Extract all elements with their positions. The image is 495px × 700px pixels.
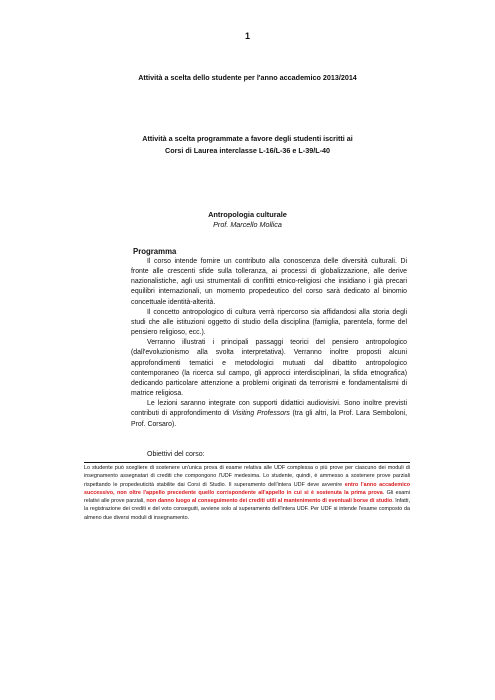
footnote-text-2: . Gli esami relativi alle prove parziali, <box>84 489 410 505</box>
objectives-label: Obiettivi del corso: <box>147 451 205 458</box>
paragraph-4-text-a: Le lezioni saranno integrate con supporti didattici audiovisivi. Sono inoltre previsti contributi di approfondimento di <box>131 400 407 418</box>
footnote <box>84 464 410 522</box>
footnote-text-3: . Infatti, la registrazione dei crediti e del voto conseguiti, avviene solo al superamento dell'intera UDF. Per UDF si intende l'esame composto da almeno due diversi moduli di insegnamento. <box>84 498 410 521</box>
visiting-professors-text: Visiting Professors <box>232 410 290 418</box>
footnote-highlight-1: entro l'anno accademico successivo, non oltre l'appello precedente quello corrispondente all'appello in cui si è sostenuta la prima prova <box>84 481 411 496</box>
footnote-text-1: Lo studente può scegliere di sostenere un'unica prova di esame relativa alle UDF complessa o più prove per ciascuno dei moduli di insegnamento assegnatari di crediti che compongono l'UDF medesima. Lo studente, quindi, è ammesso a sostenere prove parziali rispettando le propedeuticità stabilite dai Corsi di Studio. Il superamento dell'intera UDF deve avvenire <box>84 465 410 488</box>
document-heading: Attività a scelta dello studente per l'anno accademico 2013/2014 <box>138 73 357 82</box>
subheading-line-2: Corsi di Laurea interclasse L-16/L-36 e L-39/L-40 <box>165 146 330 155</box>
program-body <box>131 257 407 430</box>
course-professor: Prof. Marcello Mollica <box>213 220 282 229</box>
program-heading: Programma <box>133 247 177 256</box>
subheading-line-1: Attività a scelta programmate a favore degli studenti iscritti ai <box>142 134 353 143</box>
program-paragraph-3: Verranno illustrati i principali passaggi teorici del pensiero antropologico (dall'evoluzionismo alla svolta interpretativa). Verranno inoltre proposti alcuni approfondimenti tematici e metodologici mutuati dal dibattito antropologico contemporaneo (la ricerca sul campo, gli approcci interdisciplinari, la sfida etnografica) dedicando particolare attenzione a problemi originati da terrorismi e fondamentalismi di matrice religiosa. <box>131 339 407 398</box>
document-subheading <box>0 133 495 157</box>
paragraph-4-text-b: (tra gli altri, la Prof. Lara Semboloni, Prof. Corsaro). <box>131 410 407 428</box>
page-number: 1 <box>244 31 250 41</box>
program-paragraph-2: Il concetto antropologico di cultura verrà ripercorso sia affidandosi alla storia degli studi che alle istituzioni oggetto di studio della disciplina (famiglia, parentela, forme del pensiero religioso, ecc.). <box>131 308 407 337</box>
footnote-highlight-2: non danno luogo al conseguimento dei crediti utili al mantenimento di eventuali borse di studio <box>146 498 393 505</box>
program-paragraph-1: Il corso intende fornire un contributo alla conoscenza delle diversità culturali. Di fronte alle crescenti sfide sulla tolleranza, ai processi di globalizzazione, alle derive nazionalistiche, agli usi strumentali di conflitti etnico-religiosi che insidiano i già precari equilibri internazionali, un momento propedeutico del corso sarà dedicato al binomio concettuale identità-alterità. <box>131 258 407 306</box>
program-paragraph-4 <box>131 399 407 429</box>
footnote-divider <box>84 462 410 463</box>
course-title: Antropologia culturale <box>208 210 287 219</box>
